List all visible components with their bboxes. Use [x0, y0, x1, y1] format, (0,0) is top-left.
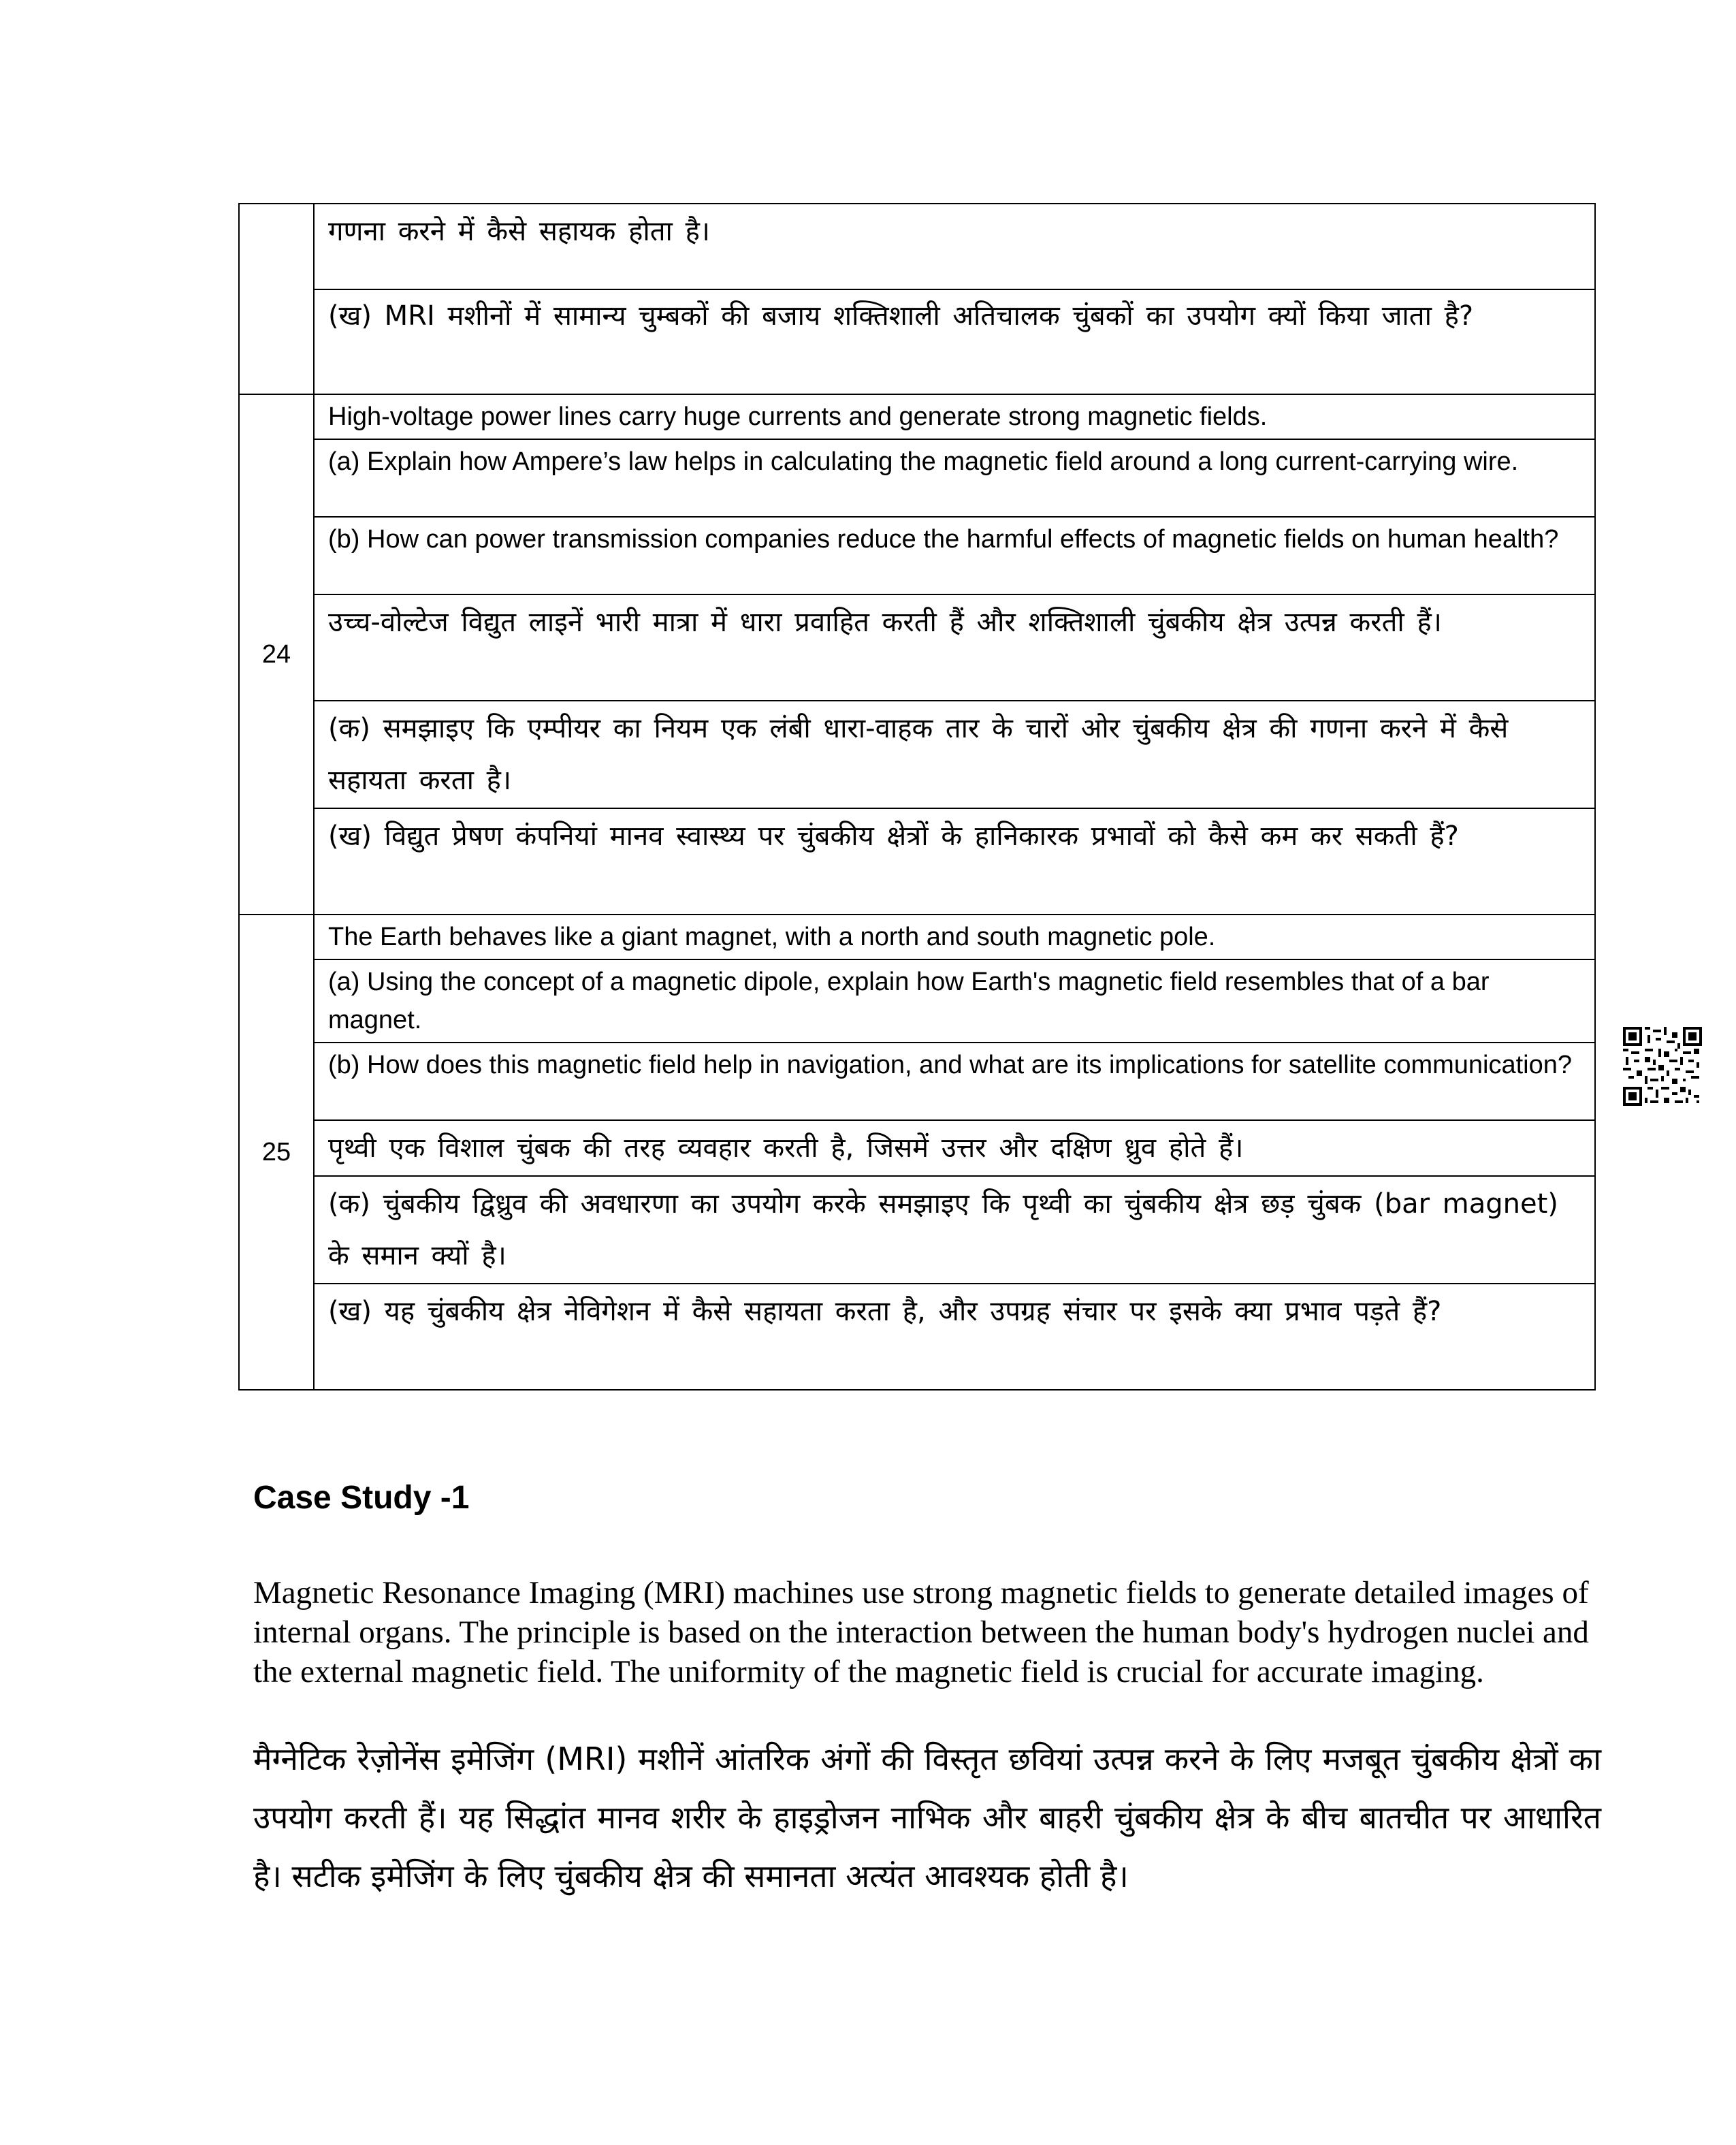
table-row	[239, 808, 1595, 915]
table-row	[239, 439, 1595, 517]
question-23-hi-b: (ख) MRI मशीनों में सामान्य चुम्बकों की बजाय शक्तिशाली अतिचालक चुंबकों का उपयोग क्यों किया जाता है?	[328, 300, 1474, 332]
question-cell	[314, 1284, 1595, 1390]
question-cell	[314, 701, 1595, 808]
question-cell	[314, 394, 1595, 439]
question-number-24: 24	[239, 394, 314, 915]
question-24-en-b: (b) How can power transmission companies reduce the harmful effects of magnetic fields on human health?	[328, 525, 1559, 554]
case-study-title: Case Study -1	[253, 1480, 470, 1516]
question-number-25: 25	[239, 915, 314, 1390]
question-cell	[314, 1176, 1595, 1284]
question-cell	[314, 289, 1595, 394]
table-row	[239, 1284, 1595, 1390]
table-row	[239, 394, 1595, 439]
question-cell	[314, 808, 1595, 915]
question-cell	[314, 204, 1595, 289]
table-row	[239, 915, 1595, 959]
question-24-en-a: (a) Explain how Ampere’s law helps in calculating the magnetic field around a long current-carrying wire.	[328, 447, 1519, 476]
table-row	[239, 289, 1595, 394]
question-cell	[314, 959, 1595, 1043]
question-24-hi-a: (क) समझाइए कि एम्पीयर का नियम एक लंबी धारा-वाहक तार के चारों ओर चुंबकीय क्षेत्र की गणना करने में कैसे सहायता करता है।	[328, 713, 1509, 796]
table-row	[239, 517, 1595, 594]
qr-code-icon[interactable]	[1623, 1027, 1702, 1106]
table-row	[239, 1120, 1595, 1176]
question-number-cell	[239, 204, 314, 394]
table-row	[239, 1043, 1595, 1120]
question-24-hi-intro: उच्च-वोल्टेज विद्युत लाइनें भारी मात्रा में धारा प्रवाहित करती हैं और शक्तिशाली चुंबकीय क्षेत्र उत्पन्न करती हैं।	[328, 607, 1442, 638]
question-25-en-b: (b) How does this magnetic field help in navigation, and what are its implications for satellite communication?	[328, 1051, 1573, 1079]
question-24-en-intro: High-voltage power lines carry huge currents and generate strong magnetic fields.	[328, 402, 1268, 431]
question-25-hi-intro: पृथ्वी एक विशाल चुंबक की तरह व्यवहार करती है, जिसमें उत्तर और दक्षिण ध्रुव होते हैं।	[328, 1132, 1244, 1164]
question-25-hi-a: (क) चुंबकीय द्विध्रुव की अवधारणा का उपयोग करके समझाइए कि पृथ्वी का चुंबकीय क्षेत्र छड़ चुंबक (bar magnet) के समान क्यों है।	[328, 1188, 1558, 1271]
question-24-hi-b: (ख) विद्युत प्रेषण कंपनियां मानव स्वास्थ्य पर चुंबकीय क्षेत्रों के हानिकारक प्रभावों को कैसे कम कर सकती हैं?	[328, 821, 1459, 852]
question-cell	[314, 1120, 1595, 1176]
table-row	[239, 1176, 1595, 1284]
case-study-hindi-text: मैग्नेटिक रेज़ोनेंस इमेजिंग (MRI) मशीनें आंतरिक अंगों की विस्तृत छवियां उत्पन्न करने के लिए मजबूत चुंबकीय क्षेत्रों का उपयोग करती हैं। यह सिद्धांत मानव शरीर के हाइड्रोजन नाभिक और बाहरी चुंबकीय क्षेत्र के बीच बातचीत पर आधारित है। सटीक इमेजिंग के लिए चुंबकीय क्षेत्र की समानता अत्यंत आवश्यक होती है।	[253, 1741, 1601, 1894]
questions-table	[238, 203, 1596, 1391]
question-cell	[314, 517, 1595, 594]
table-row	[239, 594, 1595, 701]
case-study-english-text: Magnetic Resonance Imaging (MRI) machines use strong magnetic fields to generate detailed images of internal organs. The principle is based on the interaction between the human body's hydrogen nuclei and the external magnetic field. The uniformity of the magnetic field is crucial for accurate imaging.	[253, 1575, 1589, 1689]
table-row	[239, 959, 1595, 1043]
question-cell	[314, 439, 1595, 517]
table-row	[239, 204, 1595, 289]
question-cell	[314, 1043, 1595, 1120]
question-cell	[314, 594, 1595, 701]
question-25-hi-b: (ख) यह चुंबकीय क्षेत्र नेविगेशन में कैसे सहायता करता है, और उपग्रह संचार पर इसके क्या प्रभाव पड़ते हैं?	[328, 1296, 1442, 1327]
question-cell	[314, 915, 1595, 959]
question-25-en-intro: The Earth behaves like a giant magnet, with a north and south magnetic pole.	[328, 923, 1216, 951]
table-row	[239, 701, 1595, 808]
question-25-en-a: (a) Using the concept of a magnetic dipole, explain how Earth's magnetic field resembles that of a bar magnet.	[328, 968, 1490, 1034]
question-23-hi-continuation: गणना करने में कैसे सहायक होता है।	[328, 216, 710, 247]
